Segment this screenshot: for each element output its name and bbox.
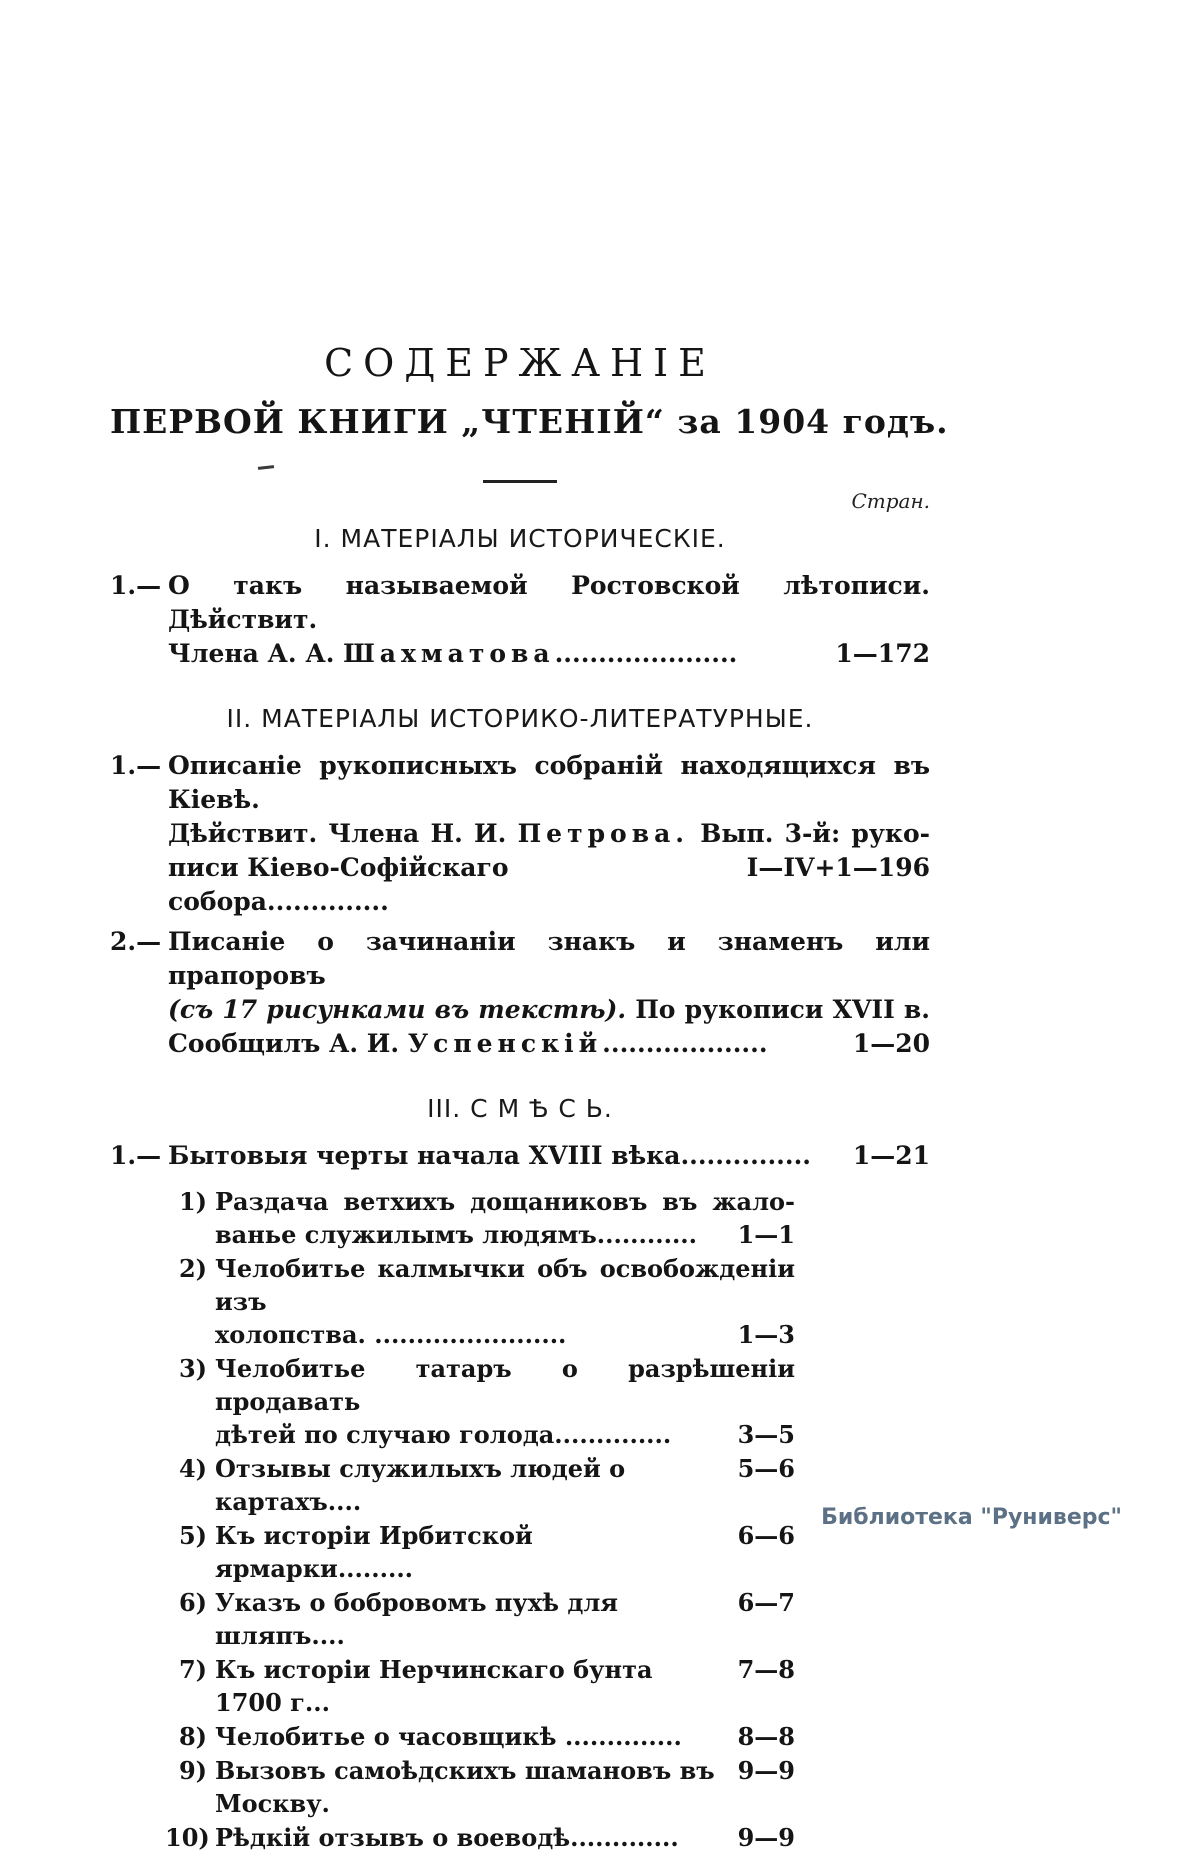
page-range: 6—6 (737, 1521, 795, 1550)
toc-subitem (165, 1821, 795, 1854)
entry-number: 1.— (110, 1141, 162, 1170)
entry-text (168, 637, 737, 671)
entry-line (215, 1185, 795, 1218)
entry-text (168, 1027, 768, 1061)
entry-line (168, 817, 930, 851)
toc-entry (110, 749, 930, 919)
plain-text: ..................... (554, 639, 738, 668)
entry-line (215, 1452, 795, 1518)
library-watermark: Библиотека "Руниверс" (821, 1505, 1122, 1530)
entry-line (168, 1027, 930, 1061)
entry-number: 1.— (110, 751, 162, 780)
toc-subitem (165, 1586, 795, 1652)
page-range: 9—9 (737, 1823, 795, 1852)
entry-body (215, 1720, 795, 1753)
entry-body (168, 925, 930, 1061)
plain-text: Челобитье калмычки объ освобожденіи изъ (215, 1254, 795, 1316)
toc-subitem (165, 1653, 795, 1719)
plain-text: писи Кіево-Софійскаго собора.............. (168, 853, 509, 916)
entry-text (215, 1720, 682, 1753)
entry-line (215, 1218, 795, 1251)
entry-text (215, 1187, 795, 1216)
entry-line (168, 749, 930, 817)
entry-number: 8) (178, 1722, 207, 1751)
entry-text (168, 819, 930, 848)
page-range: 5—6 (737, 1454, 795, 1483)
plain-text: Къ исторіи Нерчинскаго бунта 1700 г... (215, 1655, 653, 1717)
page-range: 1—1 (737, 1220, 795, 1249)
entry-text (215, 1318, 566, 1351)
section-heading: I. МАТЕРІАЛЫ ИСТОРИЧЕСКІЕ. (314, 524, 726, 553)
entry-body (168, 749, 930, 919)
entry-text (215, 1218, 697, 1251)
entry-number: 6) (178, 1588, 207, 1617)
toc-subitem (165, 1452, 795, 1518)
document-subtitle: ПЕРВОЙ КНИГИ „ЧТЕНІЙ“ за 1904 годъ. (110, 402, 949, 441)
entry-text (215, 1586, 726, 1652)
entry-text (168, 751, 930, 814)
toc-subitem (165, 1252, 795, 1351)
page-range: 3—5 (737, 1420, 795, 1449)
plain-text: Вызовъ самоѣдскихъ шамановъ въ Москву. (215, 1756, 715, 1818)
entry-text (168, 571, 930, 634)
page-range: 9—9 (737, 1756, 795, 1785)
entry-line (215, 1754, 795, 1820)
entry-text (168, 851, 735, 919)
entry-number: 1.— (110, 571, 162, 600)
table-of-contents (110, 340, 949, 1855)
divider-rule (483, 480, 557, 483)
entry-text (215, 1354, 795, 1416)
entry-text (215, 1754, 726, 1820)
toc-subitem (165, 1352, 795, 1451)
entry-text (215, 1452, 726, 1518)
entry-number: 1) (178, 1187, 207, 1216)
entry-number: 7) (178, 1655, 207, 1684)
entry-text (215, 1821, 679, 1854)
plain-text: холопства. ....................... (215, 1320, 567, 1349)
entry-number: 10) (165, 1823, 210, 1852)
entry-number: 2.— (110, 927, 162, 956)
entry-line (168, 851, 930, 919)
plain-text: По рукописи XVII в. (626, 995, 930, 1024)
plain-text: О такъ называемой Ростовской лѣтописи. Дѣйствит. (168, 571, 930, 634)
entry-text (168, 927, 930, 990)
entry-number: 9) (178, 1756, 207, 1785)
plain-text: Челобитье татаръ о разрѣшеніи продавать (215, 1354, 795, 1416)
entry-line (168, 637, 930, 671)
plain-text: Челобитье о часовщикѣ .............. (215, 1722, 682, 1751)
stray-mark (258, 465, 274, 470)
entry-line (215, 1352, 795, 1418)
plain-text: ................... (602, 1029, 768, 1058)
letterspaced-name: Петрова. (517, 819, 689, 848)
entry-body (168, 1139, 930, 1173)
plain-text: Указъ о бобровомъ пухѣ для шляпъ.... (215, 1588, 619, 1650)
entry-body (215, 1185, 795, 1251)
entry-number: 4) (178, 1454, 207, 1483)
entry-body (215, 1519, 795, 1585)
page-range: 7—8 (737, 1655, 795, 1684)
entry-body (168, 569, 930, 671)
entry-body (215, 1754, 795, 1820)
plain-text: Члена А. А. (168, 639, 344, 668)
entry-text (215, 1254, 795, 1316)
plain-text: ванье служилымъ людямъ............ (215, 1220, 698, 1249)
toc-entry (110, 569, 930, 671)
plain-text: Къ исторіи Ирбитской ярмарки......... (215, 1521, 533, 1583)
toc-subitem (165, 1519, 795, 1585)
entry-line (215, 1821, 795, 1854)
entry-text (168, 995, 930, 1024)
entry-line (215, 1252, 795, 1318)
toc-entry (110, 925, 930, 1061)
italic-text: (съ 17 рисунками въ текстѣ). (168, 995, 627, 1024)
entry-number: 2) (178, 1254, 207, 1283)
letterspaced-name: Шахматова (343, 639, 555, 668)
plain-text: Сообщилъ А. И. (168, 1029, 408, 1058)
entry-line (168, 569, 930, 637)
entry-text (215, 1519, 726, 1585)
entry-line (215, 1586, 795, 1652)
letterspaced-name: Успенскій (407, 1029, 603, 1058)
page-range: 8—8 (737, 1722, 795, 1751)
document-title: СОДЕРЖАНІЕ (324, 341, 716, 385)
plain-text: Писаніе о зачинаніи знакъ и знаменъ или прапоровъ (168, 927, 930, 990)
entry-body (215, 1653, 795, 1719)
page-range: 1—172 (835, 639, 930, 668)
entry-body (215, 1586, 795, 1652)
page-range: 1—21 (852, 1141, 930, 1170)
plain-text: Описаніе рукописныхъ собраній находящихся въ Кіевѣ. (168, 751, 930, 814)
entry-text (215, 1653, 726, 1719)
toc-subitem (165, 1185, 795, 1251)
page-range: 6—7 (737, 1588, 795, 1617)
plain-text: Дѣйствит. Члена Н. И. (168, 819, 518, 848)
plain-text: Отзывы служилыхъ людей о картахъ.... (215, 1454, 626, 1516)
plain-text: дѣтей по случаю голода.............. (215, 1420, 672, 1449)
entry-line (215, 1519, 795, 1585)
entry-body (215, 1452, 795, 1518)
toc-subitem (165, 1720, 795, 1753)
section-heading: III. С М Ѣ С Ь. (427, 1094, 613, 1123)
entry-line (215, 1418, 795, 1451)
page-range: 1—3 (737, 1320, 795, 1349)
entry-body (215, 1252, 795, 1351)
entry-text (215, 1418, 671, 1451)
entry-line (168, 1139, 930, 1173)
entry-number: 5) (178, 1521, 207, 1550)
plain-text: Рѣдкій отзывъ о воеводѣ............. (215, 1823, 679, 1852)
entry-number: 3) (178, 1354, 207, 1383)
entry-line (215, 1720, 795, 1753)
entry-line (168, 993, 930, 1027)
toc-sections (110, 523, 930, 1854)
toc-subitem (165, 1754, 795, 1820)
page-range: 1—20 (852, 1029, 930, 1058)
plain-text: Раздача ветхихъ дощаниковъ въ жало- (215, 1187, 795, 1216)
section-heading: II. МАТЕРІАЛЫ ИСТОРИКО-ЛИТЕРАТУРНЫЕ. (226, 704, 814, 733)
toc-entry (110, 1139, 930, 1173)
entry-body (215, 1352, 795, 1451)
page-range: I—IV+1—196 (746, 853, 930, 882)
subitem-list (165, 1185, 795, 1854)
entry-line (215, 1318, 795, 1351)
entry-line (168, 925, 930, 993)
entry-body (215, 1821, 795, 1854)
pages-column-label: Стран. (851, 489, 930, 513)
plain-text: Бытовыя черты начала XVIII вѣка............... (168, 1141, 811, 1170)
entry-line (215, 1653, 795, 1719)
plain-text: Вып. 3-й: руко- (689, 819, 930, 848)
entry-text (168, 1139, 811, 1173)
